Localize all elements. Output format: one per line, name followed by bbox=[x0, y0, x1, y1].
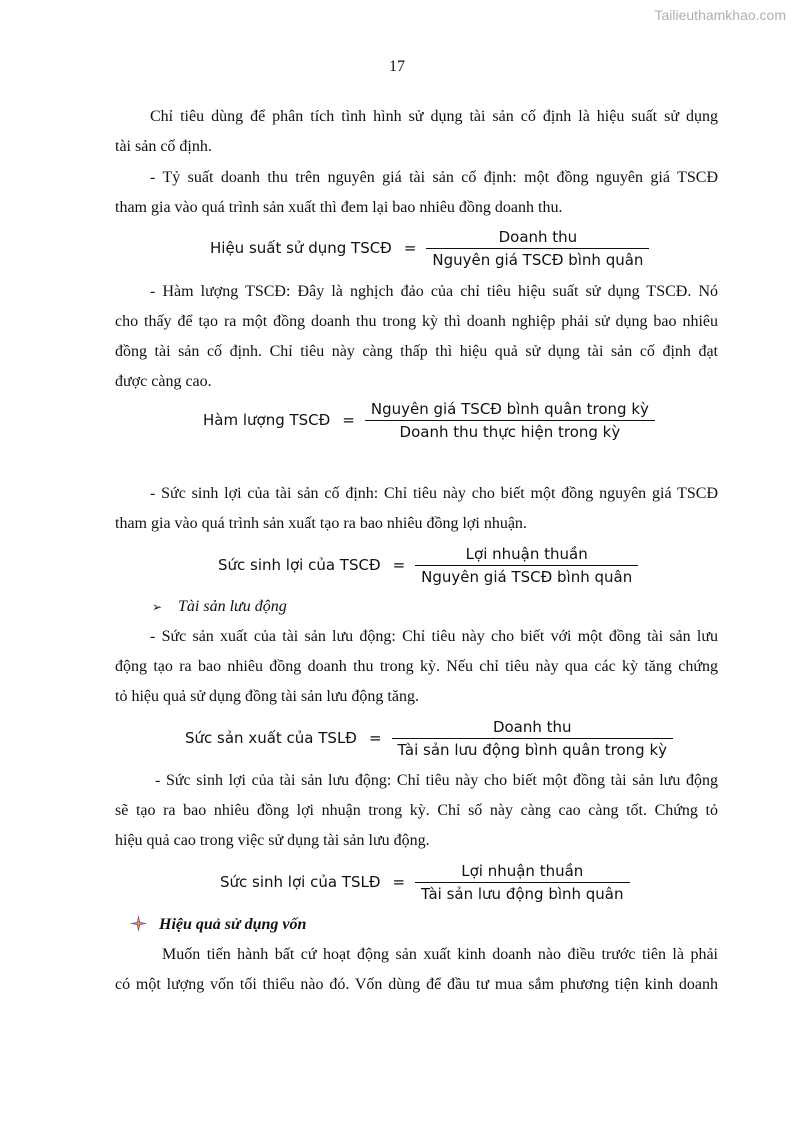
formula-fixed-asset-content bbox=[203, 394, 655, 446]
formula-fraction bbox=[415, 862, 629, 903]
formula-lhs: Sức sản xuất của TSLĐ bbox=[185, 729, 357, 747]
paragraph-current-asset-productivity bbox=[115, 622, 718, 712]
formula-current-asset-productivity bbox=[185, 712, 673, 764]
formula-equals: = bbox=[368, 729, 382, 747]
formula-lhs: Hiệu suất sử dụng TSCĐ bbox=[210, 239, 392, 257]
formula-equals: = bbox=[342, 411, 355, 429]
formula-fixed-asset-profitability bbox=[218, 539, 638, 591]
four-point-star-icon bbox=[130, 915, 147, 932]
text-line: - Sức sinh lợi của tài sản cố định: Chỉ tiêu này cho biết một đồng nguyên giá TSCĐ bbox=[150, 485, 718, 502]
paragraph-revenue-ratio bbox=[115, 163, 718, 223]
paragraph-fixed-asset-content bbox=[115, 277, 718, 397]
text-line: hiệu quả cao trong việc sử dụng tài sản lưu động. bbox=[115, 832, 430, 849]
formula-numerator: Doanh thu bbox=[498, 227, 578, 246]
watermark: Tailieuthamkhao.com bbox=[654, 7, 786, 23]
page-number: 17 bbox=[389, 58, 405, 75]
text-line: động tạo ra bao nhiêu đồng doanh thu trong kỳ. Nếu chỉ tiêu này qua các kỳ tăng chứng bbox=[115, 658, 718, 675]
paragraph-fixed-asset-profitability bbox=[115, 479, 718, 539]
formula-numerator: Lợi nhuận thuần bbox=[465, 544, 588, 563]
section-heading-text: Hiệu quả sử dụng vốn bbox=[159, 916, 307, 933]
text-line: tỏ hiệu quả sử dụng đồng tài sản lưu động tăng. bbox=[115, 688, 419, 705]
formula-fraction bbox=[426, 228, 649, 269]
formula-fraction bbox=[415, 545, 638, 586]
text-line: tham gia vào quá trình sản xuất thì đem lại bao nhiêu đồng doanh thu. bbox=[115, 199, 563, 216]
subsection-current-assets bbox=[152, 592, 287, 622]
formula-equals: = bbox=[392, 556, 406, 574]
formula-equals: = bbox=[392, 873, 406, 891]
arrow-bullet-icon: ➢ bbox=[152, 600, 163, 614]
formula-denominator: Doanh thu thực hiện trong kỳ bbox=[399, 422, 621, 441]
formula-current-asset-profitability bbox=[220, 856, 630, 908]
formula-fraction bbox=[392, 718, 674, 759]
formula-denominator: Nguyên giá TSCĐ bình quân bbox=[421, 567, 633, 586]
section-heading-capital-efficiency bbox=[130, 910, 306, 940]
text-line: - Tỷ suất doanh thu trên nguyên giá tài sản cố định: một đồng nguyên giá TSCĐ bbox=[150, 169, 718, 186]
formula-numerator: Lợi nhuận thuần bbox=[461, 861, 584, 880]
text-line: đồng tài sản cố định. Chỉ tiêu này càng thấp thì hiệu quả sử dụng tài sản cố định đạt bbox=[115, 343, 718, 360]
text-line: Chỉ tiêu dùng để phân tích tình hình sử dụng tài sản cố định là hiệu suất sử dụng bbox=[150, 108, 718, 125]
formula-denominator: Tài sản lưu động bình quân bbox=[421, 884, 624, 903]
formula-denominator: Nguyên giá TSCĐ bình quân bbox=[432, 250, 644, 269]
formula-lhs: Sức sinh lợi của TSCĐ bbox=[218, 556, 381, 574]
paragraph-capital-intro bbox=[115, 940, 718, 1000]
formula-lhs: Hàm lượng TSCĐ bbox=[203, 411, 331, 429]
formula-numerator: Nguyên giá TSCĐ bình quân trong kỳ bbox=[370, 399, 649, 418]
formula-equals: = bbox=[403, 239, 417, 257]
text-line: - Sức sinh lợi của tài sản lưu động: Chỉ tiêu này cho biết một đồng tài sản lưu động bbox=[155, 772, 718, 789]
text-line: có một lượng vốn tối thiểu nào đó. Vốn dùng để đầu tư mua sắm phương tiện kinh doanh bbox=[115, 976, 718, 993]
formula-fraction bbox=[365, 400, 655, 441]
text-line: - Hàm lượng TSCĐ: Đây là nghịch đảo của chỉ tiêu hiệu suất sử dụng TSCĐ. Nó bbox=[150, 283, 718, 300]
paragraph-current-asset-profitability bbox=[115, 766, 718, 856]
text-line: Muốn tiến hành bất cứ hoạt động sản xuất kinh doanh nào điều trước tiên là phải bbox=[162, 946, 718, 963]
text-line: - Sức sản xuất của tài sản lưu động: Chỉ tiêu này cho biết với một đồng tài sản lưu bbox=[150, 628, 718, 645]
text-line: được càng cao. bbox=[115, 373, 212, 390]
formula-numerator: Doanh thu bbox=[492, 717, 572, 736]
text-line: tham gia vào quá trình sản xuất tạo ra bao nhiêu đồng lợi nhuận. bbox=[115, 515, 527, 532]
text-line: cho thấy để tạo ra một đồng doanh thu trong kỳ thì doanh nghiệp phải sử dụng bao nhiêu bbox=[115, 313, 718, 330]
formula-denominator: Tài sản lưu động bình quân trong kỳ bbox=[397, 740, 668, 759]
text-line: tài sản cố định. bbox=[115, 138, 212, 155]
formula-lhs: Sức sinh lợi của TSLĐ bbox=[220, 873, 381, 891]
subsection-title: Tài sản lưu động bbox=[178, 598, 287, 615]
text-line: sẽ tạo ra bao nhiêu đồng lợi nhuận trong kỳ. Chỉ số này càng cao càng tốt. Chứng tỏ bbox=[115, 802, 718, 819]
paragraph-asset-efficiency-intro bbox=[115, 102, 718, 162]
formula-fixed-asset-efficiency bbox=[210, 222, 649, 274]
